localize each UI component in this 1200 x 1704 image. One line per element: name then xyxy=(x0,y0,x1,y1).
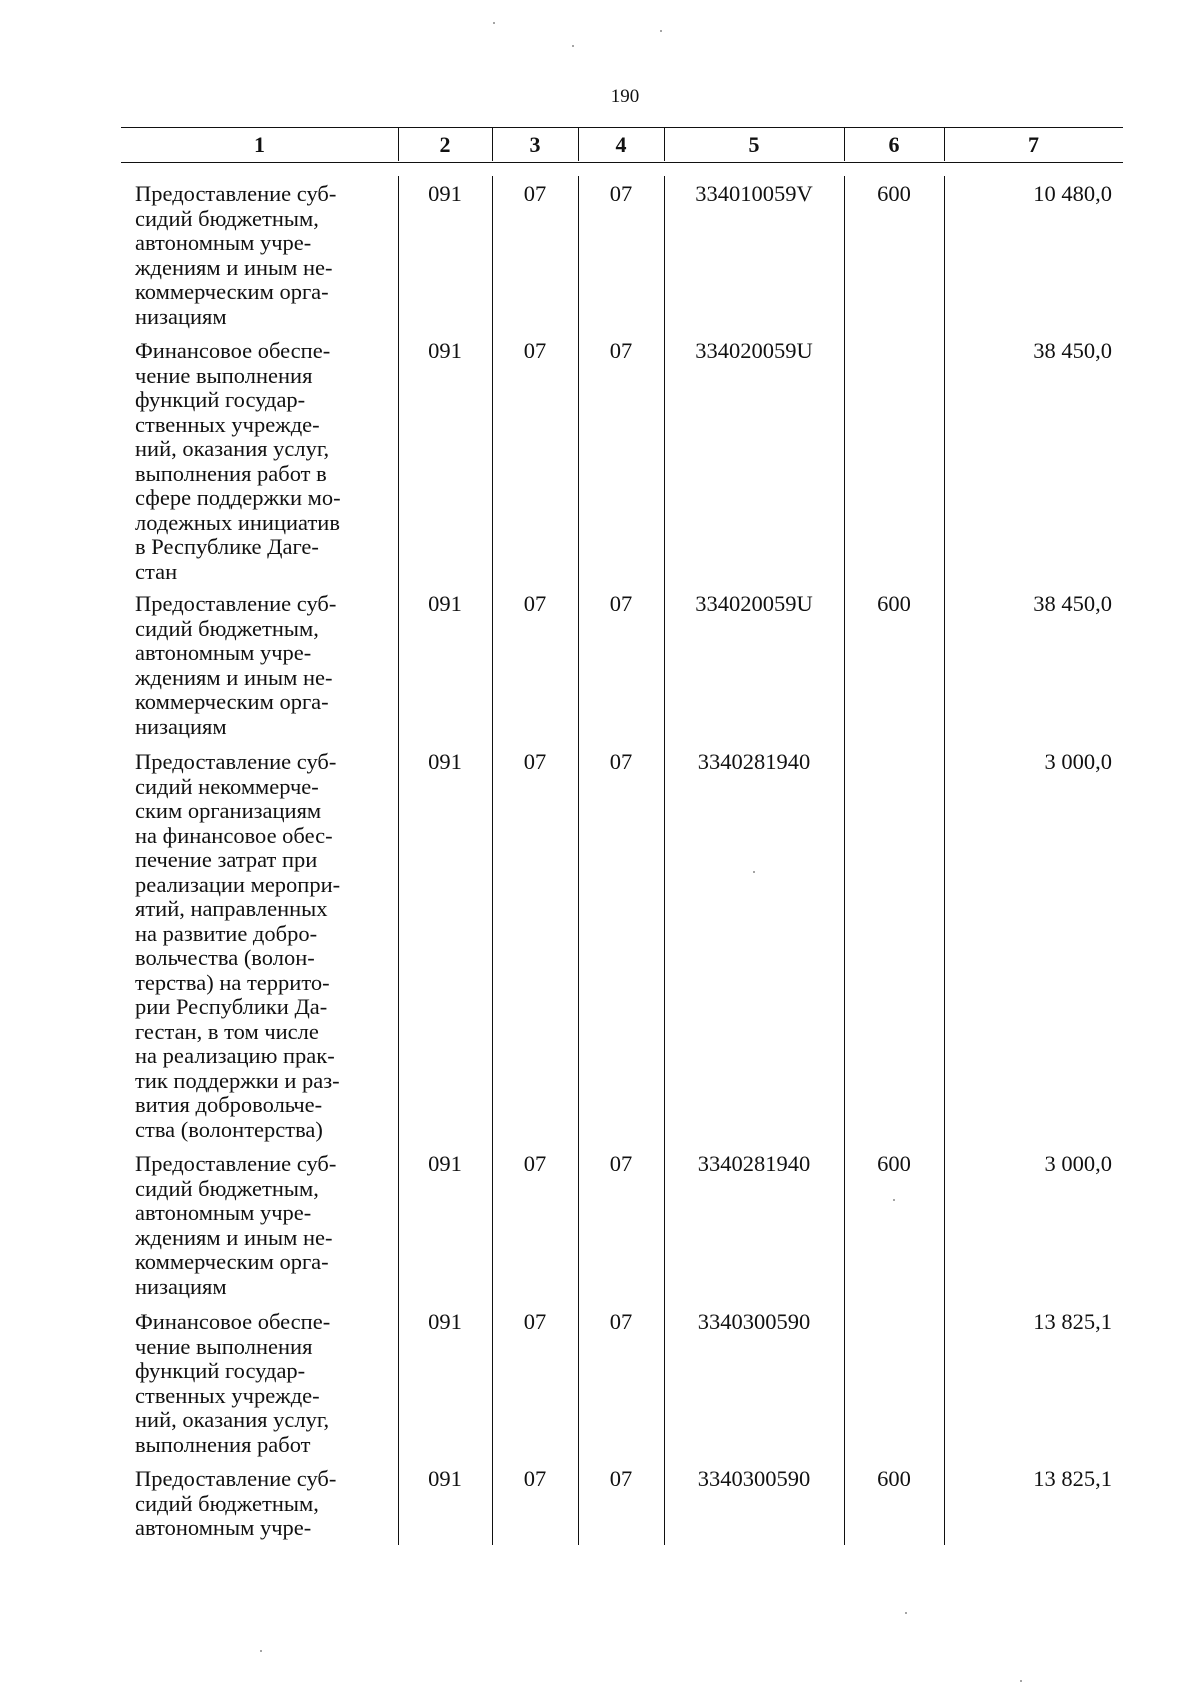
cell-subsection: 07 xyxy=(609,1466,633,1491)
header-col-3: 3 xyxy=(529,132,541,157)
description-line: чение выполнения xyxy=(135,362,313,388)
description-line: функций государ- xyxy=(135,387,306,412)
description-line: Предоставление суб- xyxy=(135,1151,337,1176)
description-line: сидий некоммерче- xyxy=(135,773,319,799)
cell-ministry-code: 091 xyxy=(428,591,462,616)
description-line: ждениям и иным не- xyxy=(135,1224,333,1250)
header-divider xyxy=(944,127,945,161)
scan-speck xyxy=(493,22,495,24)
description-line: Финансовое обеспе- xyxy=(135,338,331,363)
cell-target-article: 334010059V xyxy=(695,181,813,206)
description-line: ний, оказания услуг, xyxy=(135,436,330,461)
description-line: Предоставление суб- xyxy=(135,181,337,206)
scan-speck xyxy=(905,1612,907,1614)
description-line: вития добровольче- xyxy=(135,1092,323,1117)
row-description xyxy=(135,750,340,1142)
cell-subsection: 07 xyxy=(609,1309,633,1334)
description-line: коммерческим орга- xyxy=(135,689,329,714)
cell-section: 07 xyxy=(523,591,547,616)
header-divider xyxy=(578,127,579,161)
scan-speck xyxy=(753,871,755,873)
column-divider xyxy=(844,176,845,1545)
description-line: выполнения работ в xyxy=(135,460,327,486)
cell-subsection: 07 xyxy=(609,181,633,206)
description-line: тик поддержки и раз- xyxy=(135,1067,340,1093)
header-col-4: 4 xyxy=(615,132,627,157)
description-line: на реализацию прак- xyxy=(135,1043,335,1068)
scan-speck xyxy=(893,1199,895,1201)
description-line: Финансовое обеспе- xyxy=(135,1309,331,1334)
cell-section: 07 xyxy=(523,1466,547,1491)
header-divider xyxy=(492,127,493,161)
description-line: Предоставление суб- xyxy=(135,1466,337,1491)
description-line: сидий бюджетным, xyxy=(135,1175,319,1201)
cell-expense-type: 600 xyxy=(877,1151,911,1176)
cell-target-article: 3340281940 xyxy=(697,749,811,774)
cell-section: 07 xyxy=(523,749,547,774)
description-line: сидий бюджетным, xyxy=(135,1490,319,1516)
description-line: ственных учрежде- xyxy=(135,411,320,437)
header-col-6: 6 xyxy=(888,132,900,157)
description-line: выполнения работ xyxy=(135,1431,311,1457)
description-line: ятий, направленных xyxy=(135,896,328,921)
description-line: низациям xyxy=(135,303,227,329)
description-line: терства) на террито- xyxy=(135,969,330,995)
cell-section: 07 xyxy=(523,181,547,206)
row-description xyxy=(135,339,341,584)
cell-section: 07 xyxy=(523,338,547,363)
description-line: автономным учре- xyxy=(135,1515,312,1540)
description-line: автономным учре- xyxy=(135,230,312,255)
description-line: автономным учре- xyxy=(135,640,312,665)
description-line: сидий бюджетным, xyxy=(135,205,319,231)
scan-speck xyxy=(572,45,574,47)
description-line: ний, оказания услуг, xyxy=(135,1407,330,1432)
scan-speck xyxy=(260,1650,262,1652)
description-line: сфере поддержки мо- xyxy=(135,485,341,510)
description-line: лодежных инициатив xyxy=(135,509,340,535)
description-line: стан xyxy=(135,558,178,584)
cell-expense-type: 600 xyxy=(877,591,911,616)
header-col-2: 2 xyxy=(439,132,451,157)
cell-amount: 38 450,0 xyxy=(1033,338,1112,363)
cell-section: 07 xyxy=(523,1151,547,1176)
description-line: ственных учрежде- xyxy=(135,1382,320,1408)
header-divider xyxy=(664,127,665,161)
description-line: рии Республики Да- xyxy=(135,994,328,1019)
column-divider xyxy=(398,176,399,1545)
cell-subsection: 07 xyxy=(609,338,633,363)
cell-expense-type: 600 xyxy=(877,1466,911,1491)
column-divider xyxy=(664,176,665,1545)
description-line: на финансовое обес- xyxy=(135,822,333,848)
cell-amount: 3 000,0 xyxy=(1044,1151,1112,1176)
cell-amount: 10 480,0 xyxy=(1033,181,1112,206)
description-line: ским организациям xyxy=(135,798,322,823)
description-line: коммерческим орга- xyxy=(135,1249,329,1274)
description-line: реализации меропри- xyxy=(135,871,341,897)
description-line: низациям xyxy=(135,713,227,739)
scan-speck xyxy=(660,30,662,32)
cell-expense-type: 600 xyxy=(877,181,911,206)
description-line: печение затрат при xyxy=(135,847,318,872)
cell-amount: 3 000,0 xyxy=(1044,749,1112,774)
row-description xyxy=(135,592,336,739)
cell-subsection: 07 xyxy=(609,1151,633,1176)
cell-ministry-code: 091 xyxy=(428,1466,462,1491)
description-line: коммерческим орга- xyxy=(135,279,329,304)
row-description xyxy=(135,182,336,329)
description-line: ждениям и иным не- xyxy=(135,254,333,280)
page-number: 190 xyxy=(610,86,640,107)
column-divider xyxy=(944,176,945,1545)
cell-target-article: 3340281940 xyxy=(697,1151,811,1176)
description-line: сидий бюджетным, xyxy=(135,615,319,641)
header-col-1: 1 xyxy=(254,132,265,157)
table-header xyxy=(121,127,1123,163)
description-line: автономным учре- xyxy=(135,1200,312,1225)
scan-speck xyxy=(1020,1680,1022,1682)
description-line: в Республике Даге- xyxy=(135,534,319,559)
description-line: ждениям и иным не- xyxy=(135,664,333,690)
cell-target-article: 3340300590 xyxy=(697,1309,811,1334)
row-description xyxy=(135,1467,336,1541)
cell-target-article: 3340300590 xyxy=(697,1466,811,1491)
header-col-7: 7 xyxy=(1028,132,1039,157)
cell-amount: 13 825,1 xyxy=(1033,1466,1112,1491)
cell-ministry-code: 091 xyxy=(428,181,462,206)
header-divider xyxy=(398,127,399,161)
column-divider xyxy=(492,176,493,1545)
description-line: на развитие добро- xyxy=(135,920,318,946)
cell-subsection: 07 xyxy=(609,591,633,616)
row-description xyxy=(135,1310,330,1457)
header-col-5: 5 xyxy=(748,132,760,157)
description-line: ства (волонтерства) xyxy=(135,1116,323,1142)
cell-target-article: 334020059U xyxy=(695,338,813,363)
cell-subsection: 07 xyxy=(609,749,633,774)
description-line: функций государ- xyxy=(135,1358,306,1383)
description-line: гестан, в том числе xyxy=(135,1018,319,1044)
description-line: вольчества (волон- xyxy=(135,945,315,970)
column-divider xyxy=(578,176,579,1545)
cell-amount: 13 825,1 xyxy=(1033,1309,1112,1334)
cell-ministry-code: 091 xyxy=(428,338,462,363)
description-line: чение выполнения xyxy=(135,1333,313,1359)
cell-amount: 38 450,0 xyxy=(1033,591,1112,616)
description-line: низациям xyxy=(135,1273,227,1299)
description-line: Предоставление суб- xyxy=(135,749,337,774)
cell-ministry-code: 091 xyxy=(428,749,462,774)
cell-section: 07 xyxy=(523,1309,547,1334)
cell-target-article: 334020059U xyxy=(695,591,813,616)
cell-ministry-code: 091 xyxy=(428,1309,462,1334)
description-line: Предоставление суб- xyxy=(135,591,337,616)
cell-ministry-code: 091 xyxy=(428,1151,462,1176)
header-divider xyxy=(844,127,845,161)
row-description xyxy=(135,1152,336,1299)
